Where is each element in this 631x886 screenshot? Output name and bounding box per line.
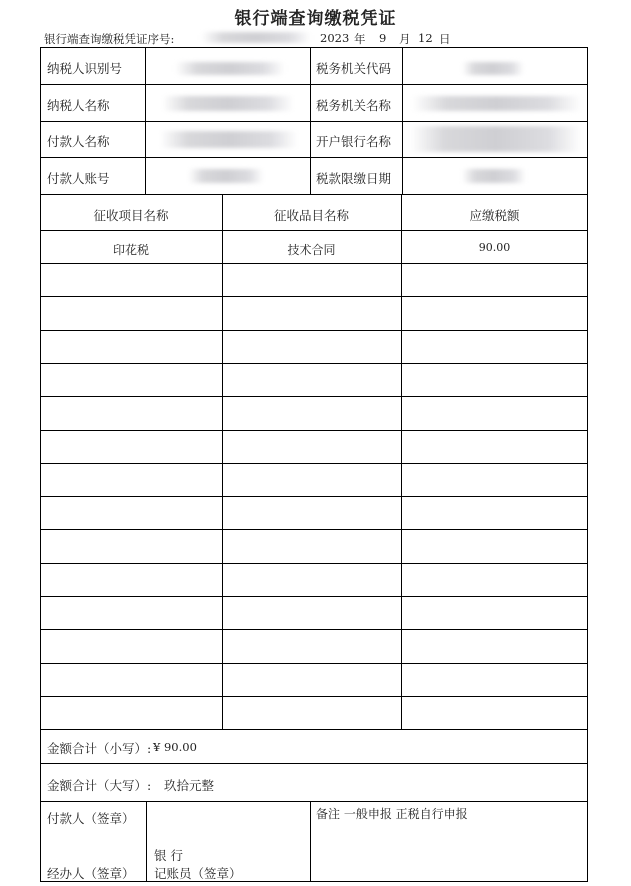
divider — [40, 157, 588, 158]
payer-signature: 付款人（签章） — [47, 811, 135, 826]
bookkeeper-signature: 记账员（签章） — [154, 866, 242, 881]
serial-day-unit: 日 — [439, 32, 451, 46]
table-row-divider — [40, 529, 588, 530]
table-row-divider — [40, 296, 588, 297]
divider — [40, 194, 588, 195]
divider — [402, 47, 403, 194]
total-big-value: 玖拾元整 — [164, 778, 215, 793]
divider — [145, 47, 146, 194]
divider — [310, 801, 311, 882]
table-row-divider — [40, 430, 588, 431]
table-row-divider — [40, 496, 588, 497]
redacted-taxpayer-name — [162, 96, 294, 111]
total-small-label: 金额合计（小写）: — [47, 741, 152, 756]
serial-day: 12 — [418, 31, 433, 45]
redacted-tax-office-name — [412, 96, 582, 111]
divider — [40, 801, 588, 802]
table-row-divider — [40, 696, 588, 697]
divider — [146, 801, 147, 882]
payer-account-label: 付款人账号 — [47, 171, 110, 186]
header-tax-category: 征收品目名称 — [273, 208, 349, 223]
divider — [40, 84, 588, 85]
bank-label: 银 行 — [154, 848, 183, 863]
remarks: 备注 一般申报 正税自行申报 — [316, 807, 468, 821]
table-row-divider — [40, 596, 588, 597]
redacted-serial — [201, 32, 311, 43]
cell-tax-item: 印花税 — [112, 243, 149, 257]
redacted-payer-account — [188, 169, 264, 183]
cell-tax-amount: 90.00 — [478, 241, 511, 254]
table-row-divider — [40, 663, 588, 664]
divider — [310, 47, 311, 194]
table-row-divider — [40, 463, 588, 464]
payer-name-label: 付款人名称 — [47, 134, 110, 149]
divider — [40, 121, 588, 122]
serial-month-unit: 月 — [399, 32, 411, 46]
redacted-payer-name — [160, 131, 298, 148]
taxpayer-name-label: 纳税人名称 — [47, 98, 110, 113]
table-row-divider — [40, 263, 588, 264]
serial-year-unit: 年 — [354, 32, 366, 46]
redacted-tax-office-code — [462, 62, 524, 75]
tax-deadline-label: 税款限缴日期 — [316, 171, 392, 186]
tax-office-code-label: 税务机关代码 — [316, 61, 392, 76]
cell-tax-category: 技术合同 — [287, 243, 336, 257]
table-row-divider — [40, 230, 588, 231]
table-row-divider — [40, 330, 588, 331]
table-row-divider — [40, 396, 588, 397]
table-row-divider — [40, 629, 588, 630]
redacted-bank-name — [410, 126, 582, 152]
header-tax-item: 征收项目名称 — [93, 208, 169, 223]
serial-year: 2023 — [320, 31, 350, 45]
total-small-value: ¥ 90.00 — [153, 740, 197, 754]
divider — [40, 763, 588, 764]
bank-name-label: 开户银行名称 — [316, 134, 392, 149]
table-row-divider — [40, 363, 588, 364]
table-row-divider — [40, 729, 588, 730]
taxpayer-id-label: 纳税人识别号 — [47, 61, 123, 76]
serial-month: 9 — [379, 31, 387, 45]
divider — [222, 194, 223, 729]
document-title: 银行端查询缴税凭证 — [234, 9, 397, 29]
total-big-label: 金额合计（大写）: — [47, 778, 152, 793]
serial-row — [44, 31, 604, 47]
tax-office-name-label: 税务机关名称 — [316, 98, 392, 113]
serial-label: 银行端查询缴税凭证序号: — [44, 32, 175, 46]
handler-signature: 经办人（签章） — [47, 866, 135, 881]
divider — [401, 194, 402, 729]
header-tax-amount: 应缴税额 — [469, 208, 520, 223]
table-row-divider — [40, 563, 588, 564]
redacted-tax-deadline — [462, 169, 526, 183]
redacted-taxpayer-id — [175, 62, 285, 75]
